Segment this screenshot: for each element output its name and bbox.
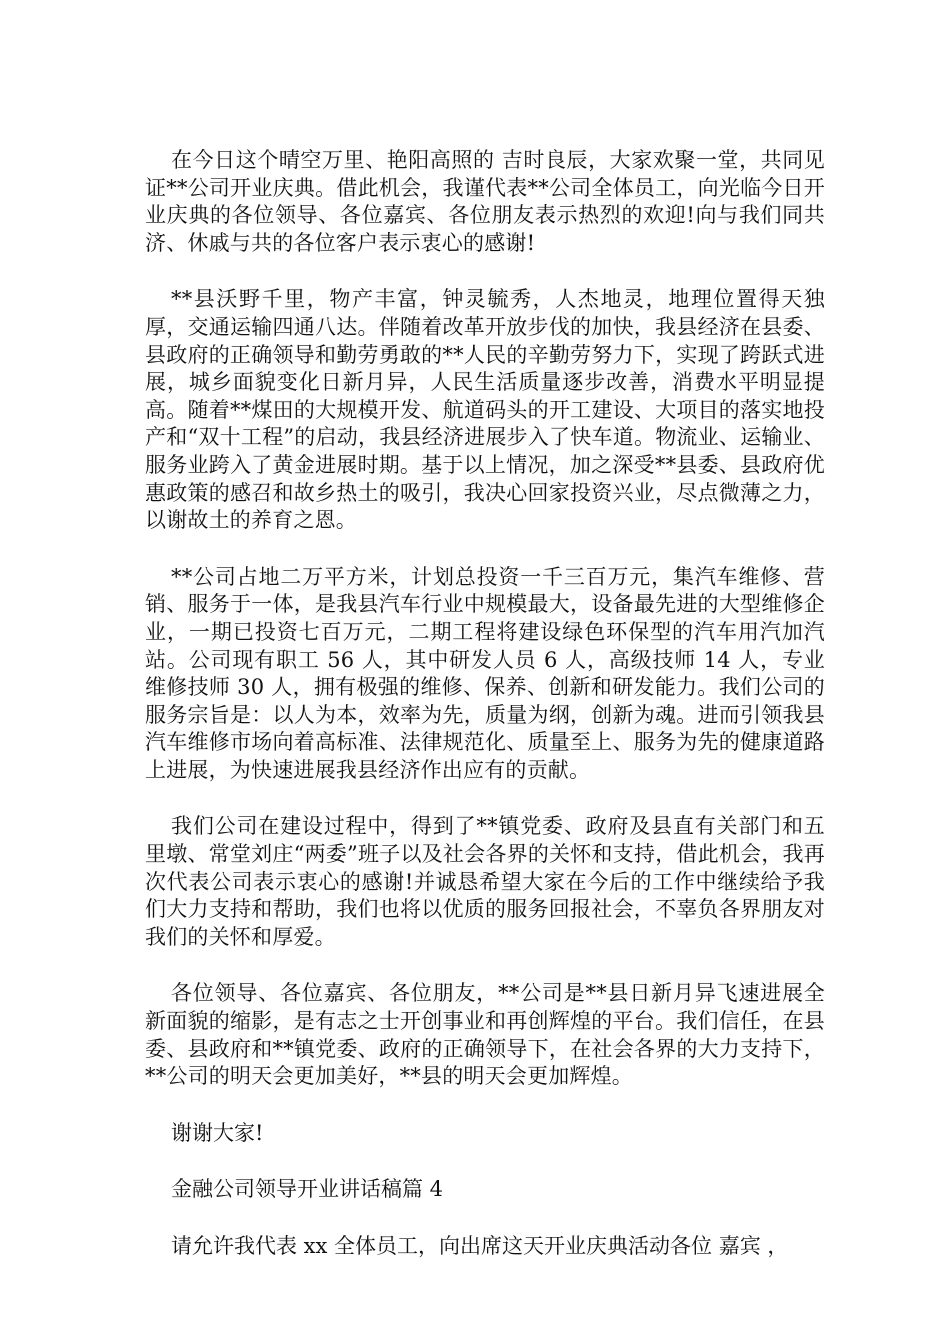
paragraph-opening: 在今日这个晴空万里、艳阳高照的 吉时良辰，大家欢聚一堂，共同见证**公司开业庆典。借此机会，我谨代表**公司全体员工，向光临今日开业庆典的各位领导、各位嘉宾、各位朋友表示热烈的欢迎!向与我们同共济、休戚与共的各位客户表示衷心的感谢! xyxy=(145,148,825,255)
thanks-line: 谢谢大家! xyxy=(171,1120,264,1145)
paragraph-company-profile: **公司占地二万平方米，计划总投资一千三百万元，集汽车维修、营销、服务于一体，是我县汽车行业中规模最大，设备最先进的大型维修企业，一期已投资七百万元，二期工程将建设绿色环保型的汽车用汽加汽站。公司现有职工 56 人，其中研发人员 6 人，高级技师 14 人，专业维修技师 30 人，拥有极强的维修、保养、创新和研发能力。我们公司的服务宗旨是：以人为本，效率为先，质量为纲，创新为魂。进而引领我县汽车维修市场向着高标准、法律规范化、质量至上、服务为先的健康道路上进展，为快速进展我县经济作出应有的贡献。 xyxy=(145,564,825,782)
paragraph-county-economy: **县沃野千里，物产丰富，钟灵毓秀，人杰地灵，地理位置得天独厚，交通运输四通八达。伴随着改革开放步伐的加快，我县经济在县委、县政府的正确领导和勤劳勇敢的**人民的辛勤劳努力下，实现了跨跃式进展，城乡面貌变化日新月异，人民生活质量逐步改善，消费水平明显提高。随着**煤田的大规模开发、航道码头的开工建设、大项目的落实地投产和“双十工程”的启动，我县经济进展步入了快车道。物流业、运输业、服务业跨入了黄金进展时期。基于以上情况，加之深受**县委、县政府优惠政策的感召和故乡热土的吸引，我决心回家投资兴业，尽点微薄之力，以谢故土的养育之恩。 xyxy=(145,287,825,533)
paragraph-gratitude: 我们公司在建设过程中，得到了**镇党委、政府及县直有关部门和五里墩、常堂刘庄“两委”班子以及社会各界的关怀和支持，借此机会，我再次代表公司表示衷心的感谢!并诚恳希望大家在今后的工作中继续给予我们大力支持和帮助，我们也将以优质的服务回报社会，不辜负各界朋友对我们的关怀和厚爱。 xyxy=(145,814,825,949)
paragraph-next-speech: 请允许我代表 xx 全体员工，向出席这天开业庆典活动各位 嘉宾 ， xyxy=(171,1234,789,1258)
paragraph-closing: 各位领导、各位嘉宾、各位朋友，**公司是**县日新月异飞速进展全新面貌的缩影，是有志之士开创事业和再创辉煌的平台。我们信任，在县委、县政府和**镇党委、政府的正确领导下，在社会各界的大力支持下，**公司的明天会更加美好，**县的明天会更加辉煌。 xyxy=(145,981,825,1089)
section-heading: 金融公司领导开业讲话稿篇 4 xyxy=(171,1177,444,1202)
document-page xyxy=(145,147,825,1261)
